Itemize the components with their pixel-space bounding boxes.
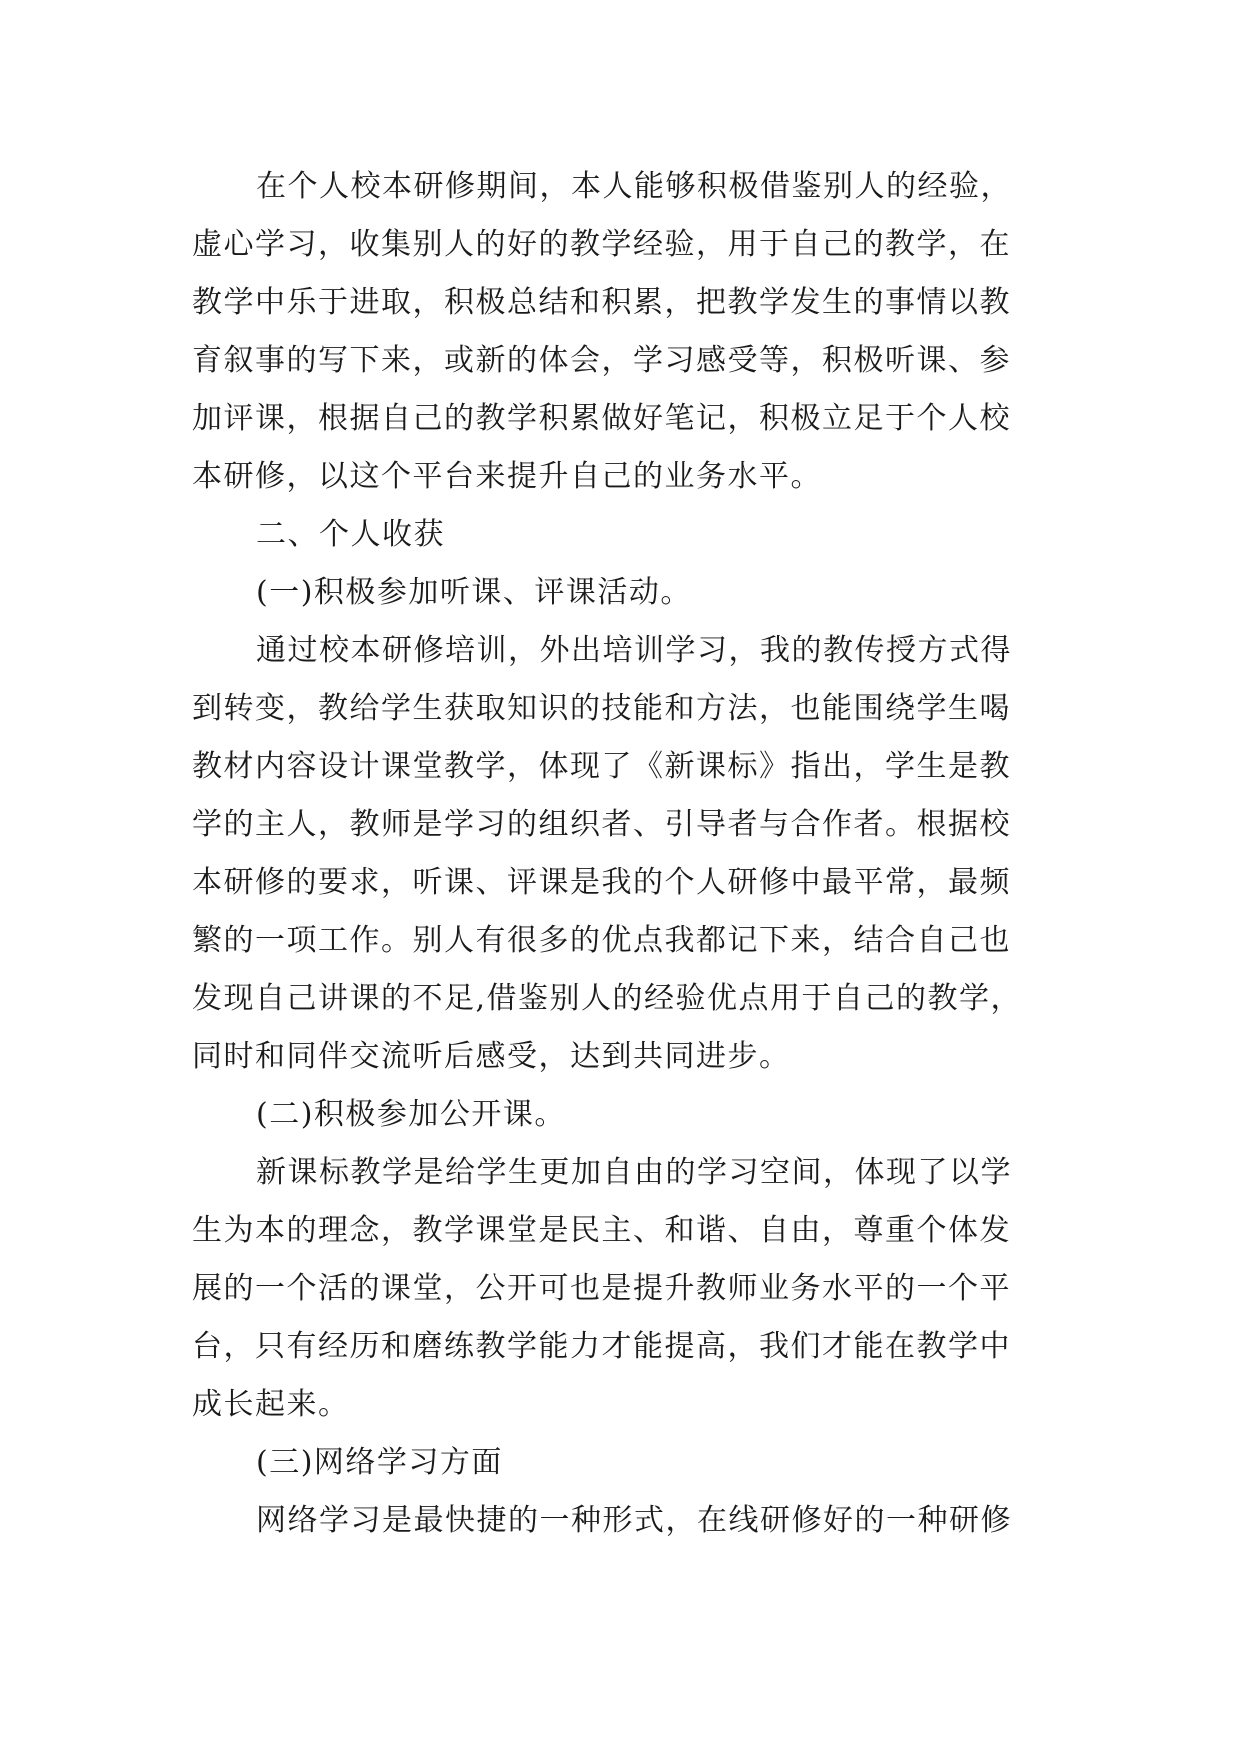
paragraph-line: 生为本的理念，教学课堂是民主、和谐、自由，尊重个体发 [192, 1213, 1011, 1248]
paragraph-line: 台，只有经历和磨练教学能力才能提高，我们才能在教学中 [192, 1329, 1011, 1364]
paragraph-line: 同时和同伴交流听后感受，达到共同进步。 [192, 1039, 791, 1074]
paragraph-line: 育叙事的写下来，或新的体会，学习感受等，积极听课、参 [192, 343, 1011, 378]
paragraph-line: 到转变，教给学生获取知识的技能和方法，也能围绕学生喝 [192, 691, 1011, 726]
paragraph-line: 教学中乐于进取，积极总结和积累，把教学发生的事情以教 [192, 285, 1011, 320]
paragraph-line: 新课标教学是给学生更加自由的学习空间，体现了以学 [256, 1155, 1012, 1190]
paragraph-line: 繁的一项工作。别人有很多的优点我都记下来，结合自己也 [192, 923, 1011, 958]
subsection-heading: (一)积极参加听课、评课活动。 [256, 575, 692, 610]
paragraph-line: 通过校本研修培训，外出培训学习，我的教传授方式得 [256, 633, 1012, 668]
paragraph-line: 教材内容设计课堂教学，体现了《新课标》指出，学生是教 [192, 749, 1011, 784]
paragraph-line: 展的一个活的课堂，公开可也是提升教师业务水平的一个平 [192, 1271, 1011, 1306]
paragraph-line: 加评课，根据自己的教学积累做好笔记，积极立足于个人校 [192, 401, 1011, 436]
paragraph-line: 网络学习是最快捷的一种形式，在线研修好的一种研修 [256, 1503, 1012, 1538]
section-heading: 二、个人收获 [256, 517, 445, 552]
subsection-heading: (二)积极参加公开课。 [256, 1097, 566, 1132]
paragraph-line: 发现自己讲课的不足,借鉴别人的经验优点用于自己的教学， [192, 981, 1023, 1016]
paragraph-line: 在个人校本研修期间，本人能够积极借鉴别人的经验， [256, 169, 1012, 204]
document-body [192, 158, 1050, 1550]
paragraph-line: 本研修的要求，听课、评课是我的个人研修中最平常，最频 [192, 865, 1011, 900]
paragraph-line: 成长起来。 [192, 1387, 350, 1422]
paragraph-line: 虚心学习，收集别人的好的教学经验，用于自己的教学，在 [192, 227, 1011, 262]
paragraph-line: 学的主人，教师是学习的组织者、引导者与合作者。根据校 [192, 807, 1011, 842]
subsection-heading: (三)网络学习方面 [256, 1445, 503, 1480]
paragraph-line: 本研修，以这个平台来提升自己的业务水平。 [192, 459, 822, 494]
